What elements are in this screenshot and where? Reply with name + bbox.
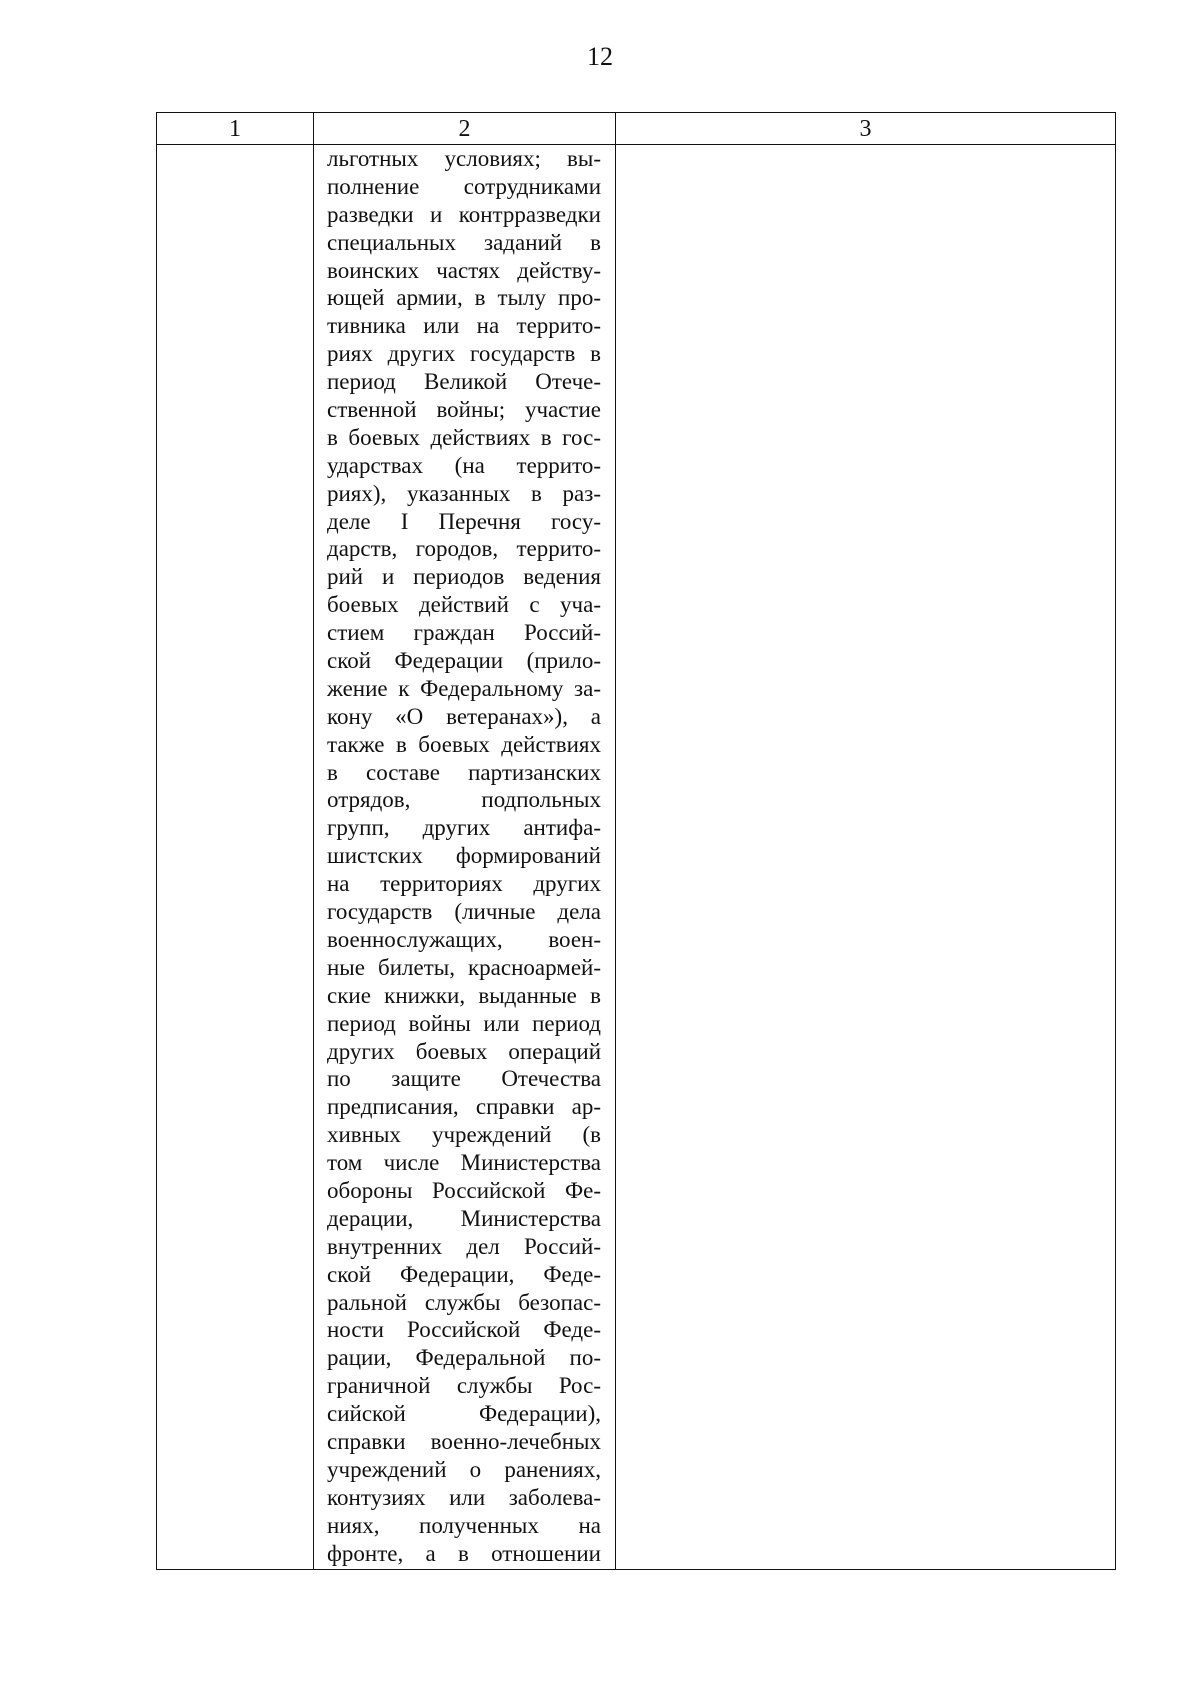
text-line: боевых действий с уча- [327,592,601,618]
text-line: обороны Российской Фе- [327,1177,601,1203]
text-line: также в боевых действиях [327,731,601,757]
text-line: учреждений о ранениях, [327,1456,601,1482]
text-line: деле I Перечня госу- [327,508,601,534]
text-line: контузиях или заболева- [327,1484,601,1510]
text-line: специальных заданий в [327,229,601,255]
text-line: рий и периодов ведения [327,564,601,590]
text-line: дерации, Министерства [327,1205,601,1231]
table-row [157,145,1115,1569]
text-line: в составе партизанских [327,759,601,785]
text-line: ские книжки, выданные в [327,982,601,1008]
text-line: на территориях других [327,871,601,897]
text-line: фронте, а в отношении [327,1540,601,1566]
text-line: шистских формирований [327,843,601,869]
text-line: ской Федерации (прило- [327,648,601,674]
text-line: ральной службы безопас- [327,1289,601,1315]
text-line: том числе Министерства [327,1150,601,1176]
text-line: ности Российской Феде- [327,1317,601,1343]
text-line: ниях, полученных на [327,1512,601,1538]
text-line: период войны или период [327,1010,601,1036]
text-line: льготных условиях; вы- [327,146,601,171]
text-line: воинских частях действу- [327,257,601,283]
text-line: предписания, справки ар- [327,1094,601,1120]
document-table [156,112,1116,1570]
text-line: граничной службы Рос- [327,1373,601,1399]
table-cell-column-1 [157,145,314,1569]
text-line: ные билеты, красноармей- [327,954,601,980]
table-header-column-1: 1 [157,113,314,144]
text-line: риях), указанных в раз- [327,480,601,506]
text-line: в боевых действиях в гос- [327,424,601,450]
text-line: других боевых операций [327,1038,601,1064]
table-header-column-2: 2 [314,113,616,144]
text-line: ственной войны; участие [327,397,601,423]
text-line: военнослужащих, воен- [327,926,601,952]
text-line: дарств, городов, террито- [327,536,601,562]
text-line: стием граждан Россий- [327,620,601,646]
text-line: ющей армии, в тылу про- [327,285,601,311]
text-line: ударствах (на террито- [327,452,601,478]
table-header-column-3: 3 [859,116,872,142]
text-line: ской Федерации, Феде- [327,1261,601,1287]
table-cell-column-3 [616,145,1115,1569]
text-line: государств (личные дела [327,899,601,925]
text-line: групп, других антифа- [327,815,601,841]
text-line: хивных учреждений (в [327,1122,601,1148]
text-line: справки военно-лечебных [327,1428,601,1454]
text-line: риях других государств в [327,341,601,367]
page-number: 12 [587,42,613,71]
text-line: отрядов, подпольных [327,787,601,813]
text-line: жение к Федеральному за- [327,675,601,701]
text-line: по защите Отечества [327,1066,601,1092]
text-line: кону «О ветеранах»), а [327,703,601,729]
text-line: период Великой Отече- [327,369,601,395]
text-line: тивника или на террито- [327,313,601,339]
table-cell-column-2 [314,145,616,1569]
text-line: разведки и контрразведки [327,201,601,227]
table-header-row [157,113,1115,145]
text-line: внутренних дел Россий- [327,1233,601,1259]
text-line: рации, Федеральной по- [327,1345,601,1371]
text-line: полнение сотрудниками [327,173,601,199]
text-line: сийской Федерации), [327,1401,601,1427]
